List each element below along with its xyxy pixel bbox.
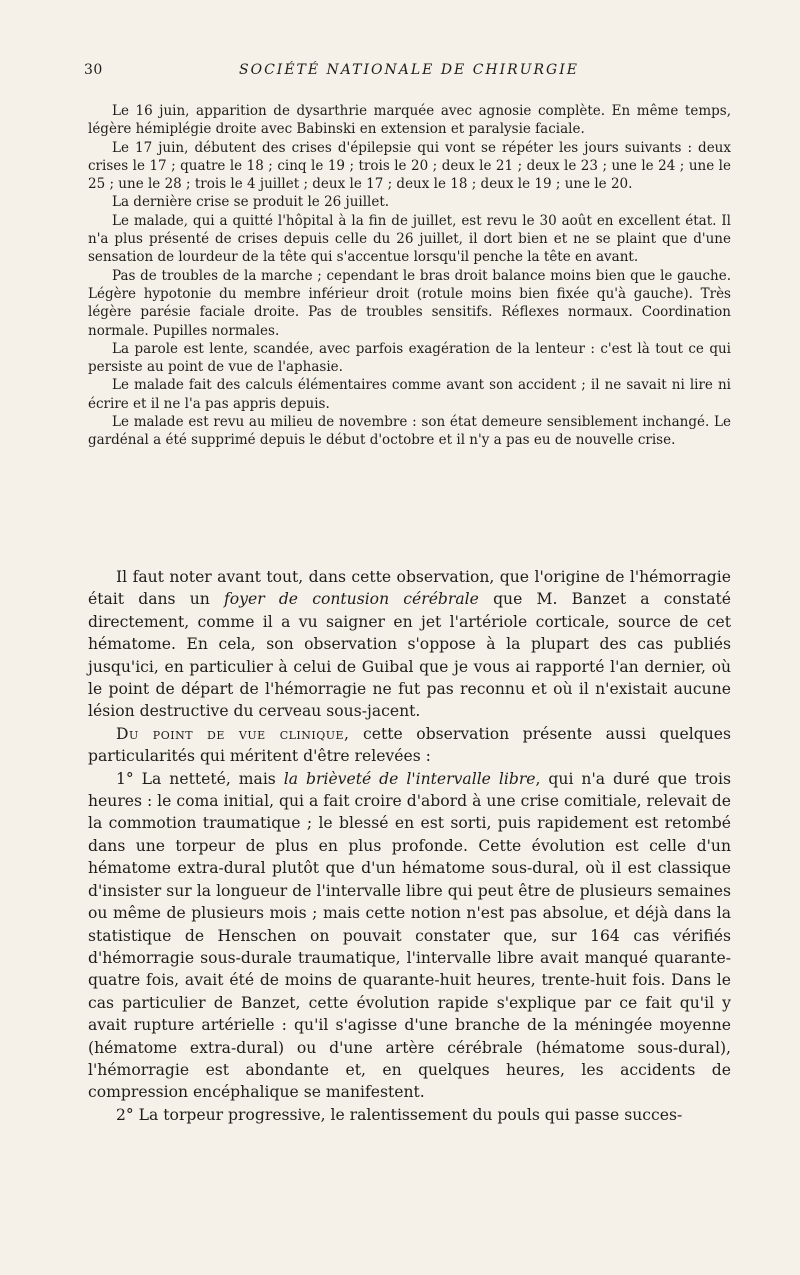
discussion-paragraph [88,768,731,1104]
text-run: , qui n'a duré que trois heures : le coma initial, qui a fait croire d'abord à une crise comitiale, relevait de la commotion traumatique ; le blessé en est sorti, puis rapidement est retombé dans une torpeur de plus en plus profonde. Cette évolution est celle d'un hématome extra-dural plutôt que d'un hématome sous-dural, où il est classique d'insister sur la longueur de l'intervalle libre qui peut être de plusieurs semaines ou même de plusieurs mois ; mais cette notion n'est pas absolue, et déjà dans la statistique de Henschen on pouvait constater que, sur 164 cas vérifiés d'hémorragie sous-durale traumatique, l'intervalle libre avait manqué quarante-quatre fois, avait été de moins de quarante-huit heures, trente-huit fois. Dans le cas particulier de Banzet, cette évolution rapide s'explique par ce fait qu'il y avait rupture artérielle : qu'il s'agisse d'une branche de la méningée moyenne (hématome extra-dural) ou d'une artère cérébrale (hématome sous-dural), l'hémorragie est abondante et, en quelques heures, les accidents de compression encéphalique se manifestent. [88,769,731,1102]
discussion [88,566,731,1126]
case-note-paragraph: Le malade, qui a quitté l'hôpital à la fin de juillet, est revu le 30 août en excellent état. Il n'a plus présenté de crises depuis celle du 26 juillet, il dort bien et ne se plaint que d'une sensation de lourdeur de la tête qui s'accentue lorsqu'il penche la tête en avant. [88,212,731,266]
text-run: que M. Banzet a constaté directement, comme il a vu saigner en jet l'artériole corticale, source de cet hématome. En cela, son observation s'oppose à la plupart des cas publiés jusqu'ici, en particulier à celui de Guibal que je vous ai rapporté l'an dernier, où le point de départ de l'hémorragie ne fut pas reconnu et où il n'existait aucune lésion destructive du cerveau sous-jacent. [88,590,731,721]
case-note-paragraph: Le malade est revu au milieu de novembre : son état demeure sensiblement inchangé. Le gardénal a été supprimé depuis le début d'octobre et il n'y a pas eu de nouvelle crise. [88,414,731,449]
case-note-paragraph: Le 16 juin, apparition de dysarthrie marquée avec agnosie complète. En même temps, légère hémiplégie droite avec Babinski en extension et paralysie faciale. [88,103,731,138]
text-run: 1° La netteté, mais [116,769,284,788]
case-note-paragraph: La parole est lente, scandée, avec parfois exagération de la lenteur : c'est là tout ce qui persiste au point de vue de l'aphasie. [88,340,731,376]
emphasis: la brièveté de l'intervalle libre [283,769,536,788]
case-note-paragraph: Le 17 juin, débutent des crises d'épilepsie qui vont se répéter les jours suivants : deux crises le 17 ; quatre le 18 ; cinq le 19 ; trois le 20 ; deux le 21 ; deux le 23 ; une le 24 ; une le 25 ; une le 28 ; trois le 4 juillet ; deux le 17 ; deux le 18 ; deux le 19 ; une le 20. [88,139,731,193]
case-notes [88,102,731,450]
page-header [84,62,734,86]
text-run: Il faut noter avant tout, dans cette observation, que l'origine de l'hémorragie était dans un [88,568,731,609]
running-head: SOCIÉTÉ NATIONALE DE CHIRURGIE [239,62,579,78]
discussion-paragraph [88,723,731,768]
small-caps-heading: Du point de vue clinique, [116,724,350,743]
case-note-paragraph: La dernière crise se produit le 26 juillet. [112,194,390,211]
case-note-paragraph: Pas de troubles de la marche ; cependant le bras droit balance moins bien que le gauche. Légère hypotonie du membre inférieur droit (rotule moins bien fixée qu'à gauche). Très légère parésie faciale droite. Pas de troubles sensitifs. Réflexes normaux. Coordination normale. Pupilles normales. [88,267,731,339]
discussion-paragraph: 2° La torpeur progressive, le ralentissement du pouls qui passe succes- [116,1105,683,1124]
text-run: cette observation présente aussi quelques particularités qui méritent d'être relevées : [88,724,732,766]
discussion-paragraph [88,566,731,723]
case-note-paragraph: Le malade fait des calculs élémentaires comme avant son accident ; il ne savait ni lire ni écrire et il ne l'a pas appris depuis. [88,377,731,412]
page-number: 30 [84,62,103,78]
emphasis: foyer de contusion cérébrale [224,590,479,609]
